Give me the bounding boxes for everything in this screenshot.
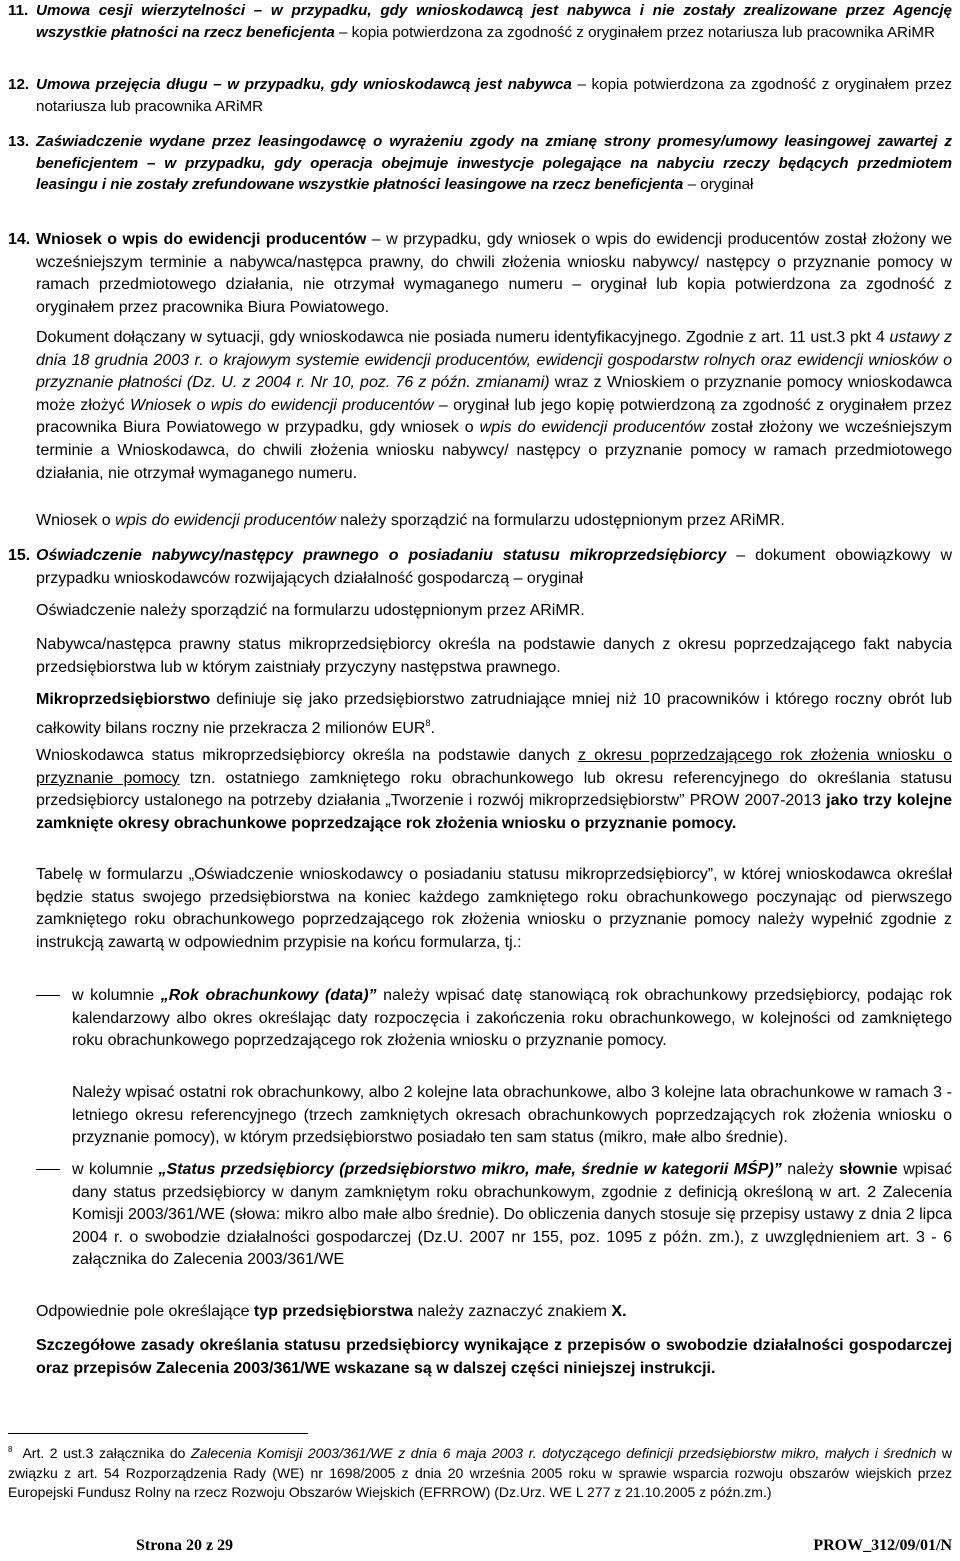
item-text: – dokument obowiązkowy w przypadku wnioskodawców rozwijających działalność gospodarczą – oryginał bbox=[36, 547, 953, 587]
document-code: PROW_312/09/01/N bbox=[813, 1537, 952, 1554]
text-italic: wpis do ewidencji producentów bbox=[479, 419, 705, 437]
paragraph-15a: Oświadczenie należy sporządzić na formularzu udostępnionym przez ARiMR. bbox=[36, 602, 585, 619]
item-13 bbox=[8, 131, 952, 196]
item-title: Wniosek o wpis do ewidencji producentów bbox=[36, 231, 367, 248]
text-italic: Wniosek o wpis do ewidencji producentów bbox=[130, 396, 434, 414]
item-14 bbox=[8, 229, 952, 319]
paragraph-15g: Szczegółowe zasady określania statusu przedsiębiorcy wynikające z przepisów o swobodzie działalności gospodarczej oraz przepisów Zalecenia 2003/361/WE wskazane są w dalszej części niniejszej instrukcji. bbox=[36, 1337, 952, 1377]
paragraph-15f bbox=[36, 1301, 952, 1324]
item-text: – oryginał bbox=[683, 176, 754, 193]
item-15 bbox=[8, 545, 952, 590]
item-12 bbox=[8, 74, 952, 117]
dash-marker bbox=[36, 995, 60, 996]
text-italic: dotyczącego definicji przedsiębiorstw mikro, małych i średnich bbox=[536, 1445, 937, 1461]
text-italic: wpis do ewidencji producentów bbox=[115, 512, 336, 529]
text: należy sporządzić na formularzu udostępnionym przez ARiMR. bbox=[335, 512, 785, 529]
item-number: 14. bbox=[8, 231, 31, 248]
text: w kolumnie bbox=[72, 987, 161, 1004]
bullet-status-przedsiebiorcy bbox=[36, 1159, 952, 1272]
text-bold: Mikroprzedsiębiorstwo bbox=[36, 691, 211, 708]
text: wraz z Wnioskiem o przyznanie pomocy wnioskodawca może złożyć bbox=[36, 374, 952, 414]
text: Art. 2 ust.3 załącznika do bbox=[22, 1445, 191, 1461]
text-bold-italic: „Status przedsiębiorcy (przedsiębiorstwo mikro, małe, średnie w kategorii MŚP)” bbox=[158, 1161, 782, 1178]
text: wpisać dany status przedsiębiorcy w danym zamkniętym roku obrachunkowym, zgodnie z definicją określoną w art. 2 Zalecenia Komisji 2003/361/WE (słowa: mikro albo małe albo średnie). Do obliczenia danych stosuje się przepisy ustawy z dnia 2 lipca 2004 r. o swobodzie działalności gospodarczej (Dz.U. 2007 nr 155, poz. 1095 z późn. zm.), z uwzględnieniem art. 3 - 6 załącznika do Zalecenia 2003/361/WE bbox=[72, 1161, 952, 1269]
text-bold: typ przedsiębiorstwa bbox=[253, 1303, 414, 1320]
text: należy bbox=[781, 1161, 839, 1178]
text: . bbox=[430, 719, 435, 737]
text: należy wpisać datę stanowiącą rok obrachunkowy przedsiębiorcy, podając rok kalendarzowy albo okres określając daty rozpoczęcia i zakończenia roku obrachunkowego, w kolejności od zamkniętego roku obrachunkowego poprzedzającego rok złożenia wniosku o przyznanie pomocy. bbox=[72, 987, 953, 1050]
text: Dokument dołączany w sytuacji, gdy wnioskodawca nie posiada numeru identyfikacyjnego. Zgodnie z art. 11 ust.3 pkt 4 bbox=[36, 329, 890, 346]
paragraph-15d bbox=[36, 745, 952, 835]
item-number: 12. bbox=[8, 76, 30, 93]
text: w związku z art. 54 Rozporządzenia Rady (WE) nr 1698/2005 z dnia 20 września 2005 roku w sprawie wsparcia rozwoju obszarów wiejskich przez Europejski Fundusz Rolny na rzecz Rozwoju Obszarów Wiejskich (EFRROW) (Dz.Urz. WE L 277 z 21.10.2005 z późn.zm.) bbox=[8, 1445, 952, 1500]
text-italic: ustawy z dnia 18 grudnia 2003 r. o krajowym systemie ewidencji producentów, ewidencji gospodarstw rolnych oraz ewidencji wniosków o przyznanie płatności (Dz. U. z 2004 r. Nr 10, poz. 76 z późn. zmianami) bbox=[36, 329, 952, 392]
text: Odpowiednie pole określające bbox=[36, 1303, 254, 1320]
page-footer bbox=[0, 1537, 960, 1561]
text-bold: słownie bbox=[838, 1161, 898, 1178]
item-11 bbox=[8, 0, 952, 43]
footnote-separator bbox=[8, 1433, 308, 1434]
text-bold: X. bbox=[611, 1303, 627, 1320]
bullet-subparagraph: Należy wpisać ostatni rok obrachunkowy, albo 2 kolejne lata obrachunkowe, albo 3 kolejne lata obrachunkowe w ramach 3 - letniego okresu referencyjnego (trzech zamkniętych okresach obrachunkowych poprzedzających rok złożenia wniosku o przyznanie pomocy), w którym przedsiębiorstwo posiadało ten sam status (mikro, małe albo średnie). bbox=[72, 1084, 952, 1147]
item-title: Oświadczenie nabywcy/następcy prawnego o posiadaniu statusu mikroprzedsiębiorcy bbox=[36, 547, 727, 564]
item-number: 11. bbox=[8, 2, 29, 19]
bullet-rok-obrachunkowy bbox=[36, 985, 952, 1053]
paragraph-14b bbox=[36, 510, 952, 533]
text: – oryginał lub jego kopię potwierdzoną za zgodność z oryginałem przez pracownika Biura Powiatowego w przypadku, gdy wniosek o bbox=[36, 396, 952, 437]
footnote-number: 8 bbox=[8, 1445, 13, 1454]
item-text: – w przypadku, gdy wniosek o wpis do ewidencji producentów został złożony we wcześniejszym terminie a nabywca/następca prawny, do chwili złożenia wniosku nabywcy/ następcy o przyznanie pomocy w ramach przedmiotowego działania, nie otrzymał wymaganego numeru – oryginał lub kopia potwierdzona za zgodność z oryginałem przez pracownika Biura Powiatowego. bbox=[36, 231, 953, 316]
paragraph-15c bbox=[36, 689, 952, 740]
text-italic: Zalecenia Komisji 2003/361/WE z dnia 6 maja 2003 r. bbox=[190, 1445, 537, 1461]
text-bold: jako trzy kolejne zamknięte okresy obrachunkowe poprzedzające rok złożenia wniosku o przyznanie pomocy. bbox=[36, 792, 952, 832]
item-number: 13. bbox=[8, 133, 30, 150]
item-text: – kopia potwierdzona za zgodność z oryginałem przez notariusza lub pracownika ARiMR bbox=[36, 76, 953, 115]
text: należy zaznaczyć znakiem bbox=[413, 1303, 612, 1320]
footnote-8 bbox=[8, 1440, 952, 1503]
item-number: 15. bbox=[8, 547, 31, 564]
text-bold-italic: „Rok obrachunkowy (data)” bbox=[160, 987, 377, 1004]
text: Wnioskodawca status mikroprzedsiębiorcy określa na podstawie danych bbox=[36, 747, 579, 764]
paragraph-15e: Tabelę w formularzu „Oświadczenie wnioskodawcy o posiadaniu statusu mikroprzedsiębiorcy”, w której wnioskodawca określał będzie status swojego przedsiębiorstwa na koniec każdego zamkniętego roku obrachunkowego poczynając od pierwszego zamkniętego roku obrachunkowego poprzedzającego rok złożenia wniosku o przyznanie pomocy należy wypełnić zgodnie z instrukcją zawartą w odpowiednim przypisie na końcu formularza, tj.: bbox=[36, 866, 952, 951]
text: tzn. ostatniego zamkniętego roku obrachunkowego lub okresu referencyjnego do określania statusu przedsiębiorcy ustalonego na potrzeby działania „Tworzenie i rozwój mikroprzedsiębiorstw” PROW 2007-2013 bbox=[36, 769, 953, 810]
text: definiuje się jako przedsiębiorstwo zatrudniające mniej niż 10 pracowników i którego roczny obrót lub całkowity bilans roczny nie przekracza 2 milionów EUR bbox=[36, 691, 952, 737]
page-number: Strona 20 z 29 bbox=[136, 1537, 234, 1554]
paragraph-14a bbox=[36, 327, 952, 485]
item-title: Umowa przejęcia długu – w przypadku, gdy wnioskodawcą jest nabywca bbox=[36, 76, 572, 93]
footnote-ref[interactable]: 8 bbox=[425, 717, 431, 728]
item-title: Umowa cesji wierzytelności – w przypadku, gdy wnioskodawcą jest nabywca i nie zostały zrealizowane przez Agencję wszystkie płatności na rzecz beneficjenta bbox=[36, 2, 952, 41]
item-title: Zaświadczenie wydane przez leasingodawcę o wyrażeniu zgody na zmianę strony promesy/umowy leasingowej zawartej z beneficjentem – w przypadku, gdy operacja obejmuje inwestycje polegające na nabyciu rzeczy będących przedmiotem leasingu i nie zostały zrefundowane wszystkie płatności leasingowe na rzecz beneficjenta bbox=[36, 133, 952, 193]
item-text: – kopia potwierdzona za zgodność z oryginałem przez notariusza lub pracownika ARiMR bbox=[334, 23, 936, 41]
text: został złożony we wcześniejszym terminie a Wnioskodawca, do chwili złożenia wniosku nabywcy/ następcy o przyznanie pomocy w ramach przedmiotowego działania, nie otrzymał wymaganego numeru. bbox=[36, 419, 953, 482]
dash-marker bbox=[36, 1169, 60, 1170]
text: Wniosek o bbox=[36, 512, 116, 529]
text: w kolumnie bbox=[72, 1161, 159, 1178]
text-underlined: z okresu poprzedzającego rok złożenia wniosku o przyznanie pomocy bbox=[36, 747, 953, 787]
paragraph-15b: Nabywca/następca prawny status mikroprzedsiębiorcy określa na podstawie danych z okresu poprzedzającego fakt nabycia przedsiębiorstwa lub w którym zaistniały przyczyny następstwa prawnego. bbox=[36, 636, 952, 676]
